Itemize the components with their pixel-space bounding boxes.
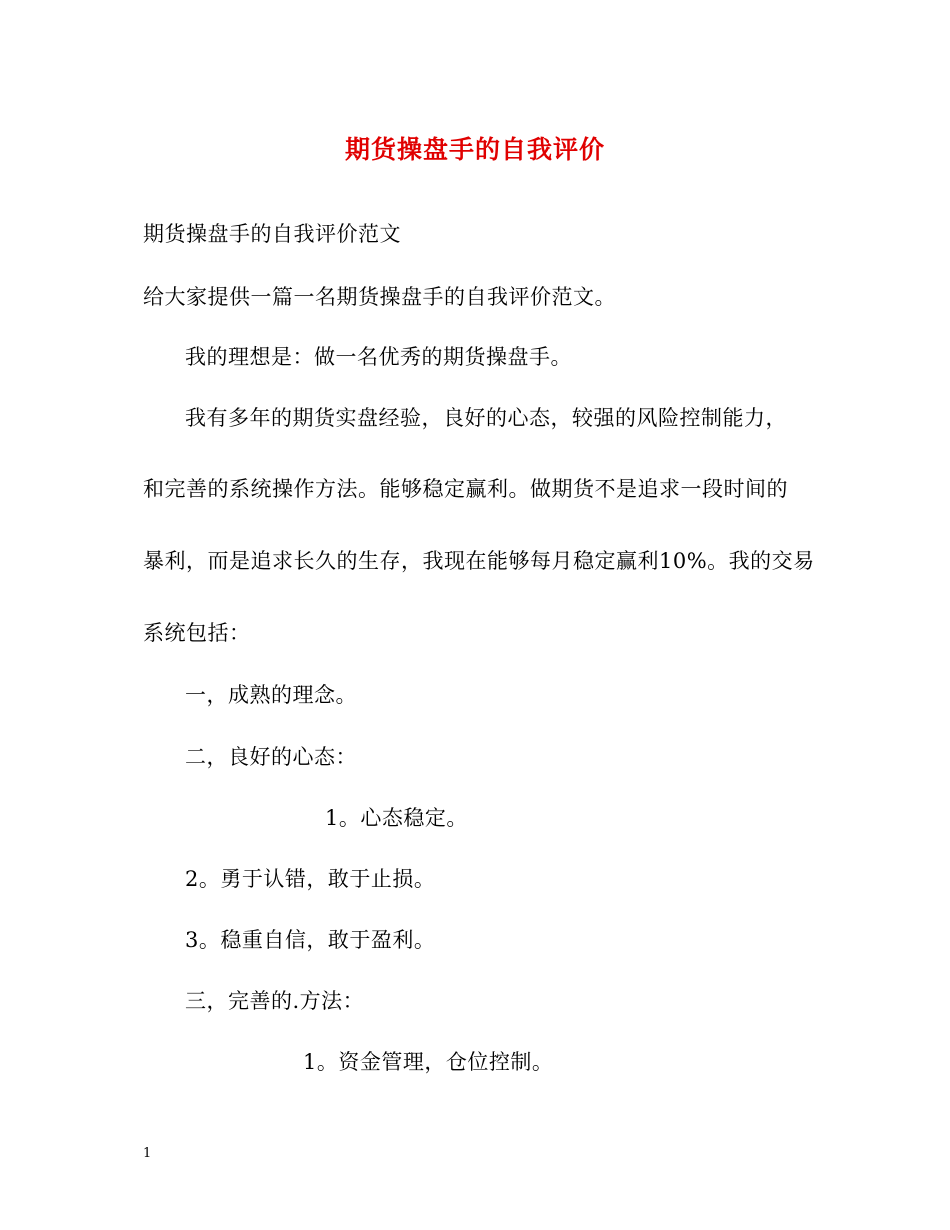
page-number: 1 (143, 1146, 152, 1161)
subtitle-line: 期货操盘手的自我评价范文 (143, 222, 401, 246)
paragraph-line: 暴利，而是追求长久的生存，我现在能够每月稳定赢利10%。我的交易 (143, 549, 815, 573)
paragraph-line: 和完善的系统操作方法。能够稳定赢利。做期货不是追求一段时间的 (143, 477, 788, 501)
document-title: 期货操盘手的自我评价 (344, 135, 605, 164)
list-item: 一，成熟的理念。 (185, 683, 357, 707)
list-item: 1。资金管理，仓位控制。 (303, 1050, 554, 1074)
paragraph-line: 我的理想是：做一名优秀的期货操盘手。 (185, 345, 572, 369)
list-item: 三，完善的.方法： (185, 989, 365, 1013)
paragraph-line: 系统包括： (143, 621, 251, 645)
list-item: 2。勇于认错，敢于止损。 (185, 867, 436, 891)
list-item: 3。稳重自信，敢于盈利。 (185, 928, 436, 952)
paragraph-line: 我有多年的期货实盘经验，良好的心态，较强的风险控制能力， (185, 406, 787, 430)
list-item: 二，良好的心态： (185, 745, 357, 769)
intro-line: 给大家提供一篇一名期货操盘手的自我评价范文。 (143, 285, 616, 309)
list-item: 1。心态稳定。 (325, 806, 468, 830)
